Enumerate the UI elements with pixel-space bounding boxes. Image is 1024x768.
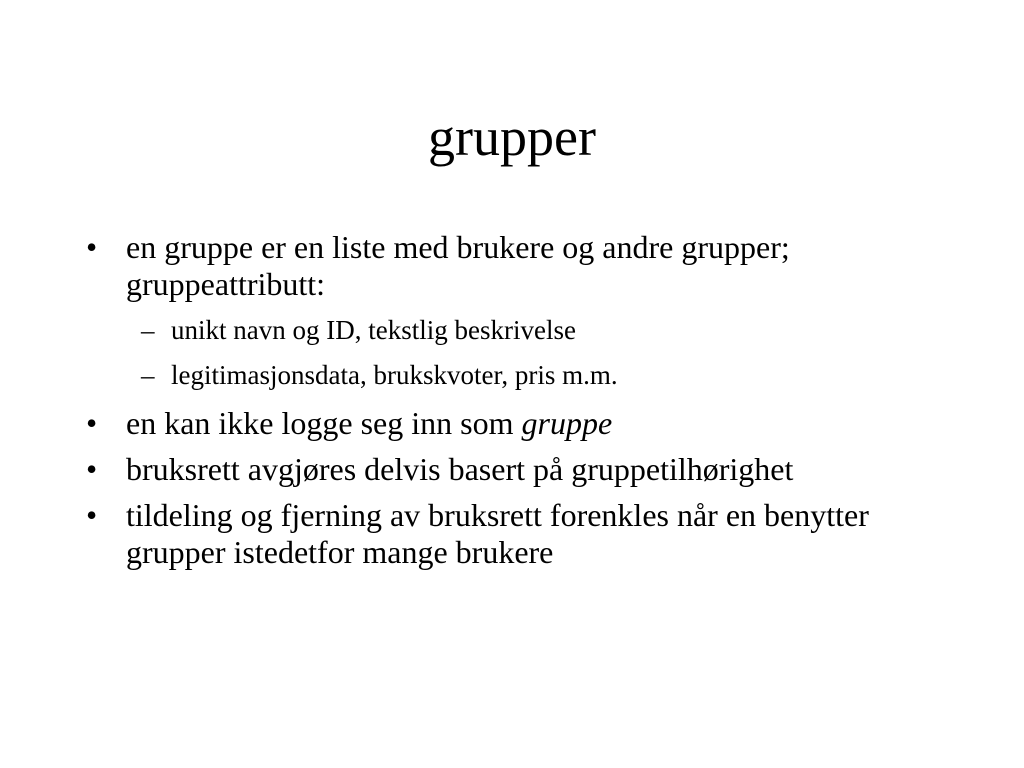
bullet-text: en gruppe er en liste med brukere og andre grupper; gruppeattributt: bbox=[126, 229, 790, 302]
sub-bullet-item bbox=[126, 315, 934, 346]
bullet-text: bruksrett avgjøres delvis basert på gruppetilhørighet bbox=[126, 451, 794, 487]
dash-icon: – bbox=[141, 315, 155, 345]
bullet-item bbox=[0, 497, 1024, 571]
bullet-item bbox=[0, 405, 1024, 442]
slide-title: grupper bbox=[428, 107, 596, 167]
bullet-icon: • bbox=[86, 229, 98, 265]
bullet-icon: • bbox=[86, 497, 98, 533]
bullet-text: en kan ikke logge seg inn som bbox=[126, 405, 522, 441]
bullet-text: tildeling og fjerning av bruksrett forenkles når en benytter grupper istedetfor mange brukere bbox=[126, 497, 869, 570]
sub-bullet-text: legitimasjonsdata, brukskvoter, pris m.m. bbox=[171, 360, 618, 390]
bullet-list bbox=[0, 229, 1024, 580]
sub-bullet-list bbox=[126, 315, 934, 391]
bullet-item bbox=[0, 229, 1024, 391]
sub-bullet-item bbox=[126, 360, 934, 391]
sub-bullet-text: unikt navn og ID, tekstlig beskrivelse bbox=[171, 315, 576, 345]
bullet-icon: • bbox=[86, 405, 98, 441]
dash-icon: – bbox=[141, 360, 155, 390]
bullet-item bbox=[0, 451, 1024, 488]
bullet-emphasis: gruppe bbox=[521, 405, 613, 441]
bullet-icon: • bbox=[86, 451, 98, 487]
